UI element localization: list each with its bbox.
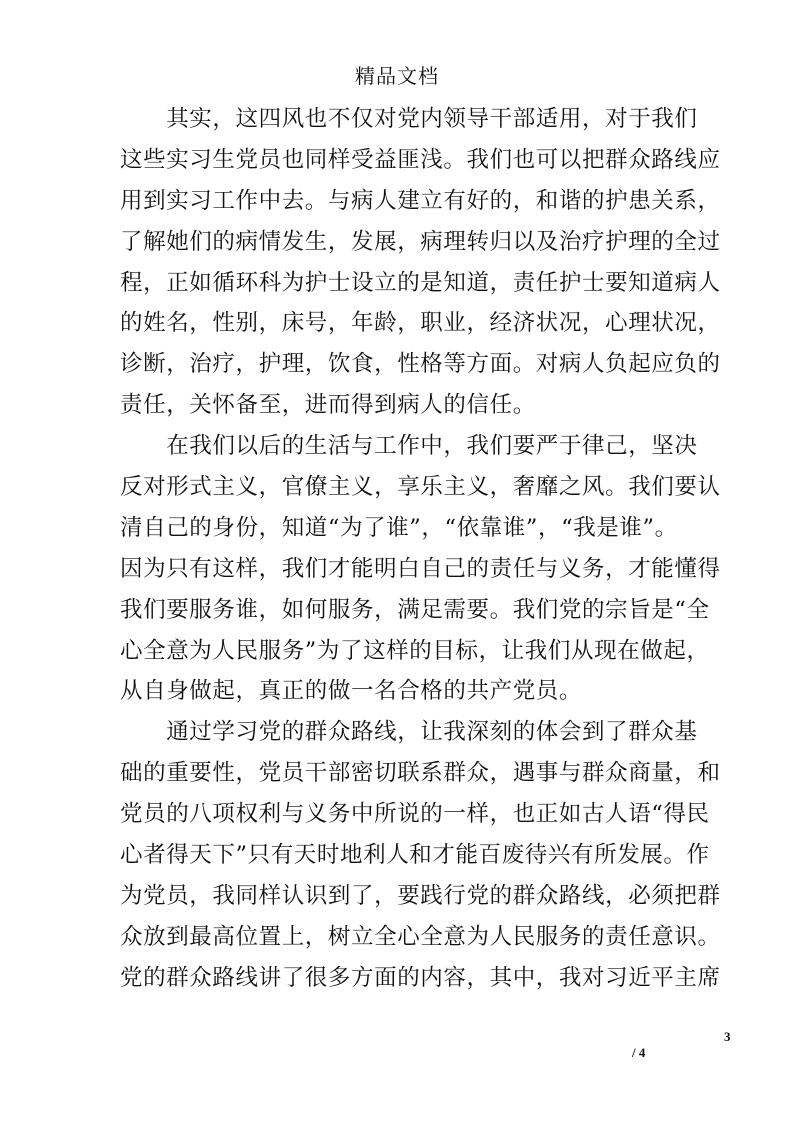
text-line: 础的重要性，党员干部密切联系群众，遇事与群众商量，和 — [120, 760, 721, 787]
text-line: 党员的八项权利与义务中所说的一样，也正如古人语“得民 — [120, 801, 710, 828]
text-line: 为党员，我同样认识到了，要践行党的群众路线，必须把群 — [120, 882, 721, 909]
text-line: 因为只有这样，我们才能明白自己的责任与义务，才能懂得 — [120, 555, 721, 582]
text-line: 其实，这四风也不仅对党内领导干部适用，对于我们 — [120, 106, 698, 132]
text-line: 程，正如循环科为护士设立的是知道，责任护士要知道病人 — [120, 269, 721, 296]
text-line: 在我们以后的生活与工作中，我们要严于律己，坚决 — [120, 433, 698, 460]
text-line: 从自身做起，真正的做一名合格的共产党员。 — [120, 678, 583, 705]
page-total: / 4 — [632, 1045, 646, 1060]
page-header-title: 精品文档 — [355, 64, 439, 88]
document-body — [120, 99, 721, 999]
text-line: 反对形式主义，官僚主义，享乐主义，奢靡之风。我们要认 — [120, 474, 721, 501]
text-line: 心全意为人民服务”为了这样的目标，让我们从现在做起， — [120, 637, 710, 664]
paragraph — [120, 426, 721, 712]
text-line: 通过学习党的群众路线，让我深刻的体会到了群众基 — [120, 719, 698, 746]
text-line: 这些实习生党员也同样受益匪浅。我们也可以把群众路线应 — [120, 146, 721, 173]
text-line: 用到实习工作中去。与病人建立有好的，和谐的护患关系， — [120, 187, 721, 214]
text-line: 我们要服务谁，如何服务，满足需要。我们党的宗旨是“全 — [120, 596, 710, 623]
text-line: 责任，关怀备至，进而得到病人的信任。 — [120, 392, 536, 419]
paragraph — [120, 712, 721, 998]
page-number: 3 — [724, 1029, 731, 1044]
text-line: 党的群众路线讲了很多方面的内容，其中，我对习近平主席 — [120, 964, 721, 991]
paragraph — [120, 99, 721, 426]
text-line: 诊断，治疗，护理，饮食，性格等方面。对病人负起应负的 — [120, 351, 721, 378]
text-line: 清自己的身份，知道“为了谁”，“依靠谁”，“我是谁”。 — [120, 514, 678, 541]
text-line: 了解她们的病情发生，发展，病理转归以及治疗护理的全过 — [120, 228, 721, 255]
text-line: 心者得天下”只有天时地利人和才能百废待兴有所发展。作 — [120, 842, 710, 869]
text-line: 的姓名，性别，床号，年龄，职业，经济状况，心理状况， — [120, 310, 721, 337]
text-line: 众放到最高位置上，树立全心全意为人民服务的责任意识。 — [120, 923, 721, 950]
